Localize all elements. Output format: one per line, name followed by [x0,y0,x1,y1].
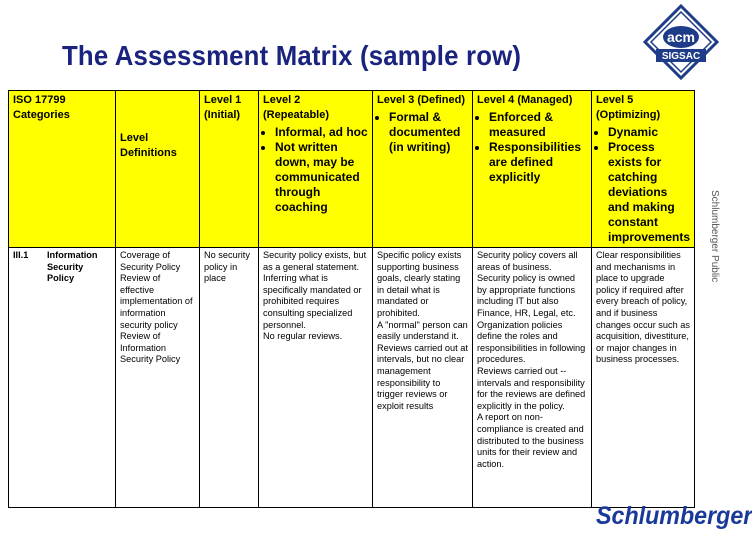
assessment-matrix [8,90,695,508]
level-text: Specific policy exists supporting business goals, clearly stating in detail what is mandated or prohibited. [377,250,462,318]
level-5-cell [592,248,695,508]
definition-item: Review of Information Security Policy [120,331,181,365]
classification-label: Schlumberger Public [709,190,720,283]
definitions-cell [116,248,200,508]
bullet-item: • Dynamic [608,125,690,140]
level-5-bullets [596,125,690,245]
slide-title: The Assessment Matrix (sample row) [62,40,522,71]
bullet-item: • Informal, ad hoc [275,125,368,140]
level-4-cell [473,248,592,508]
level-text: Security policy covers all areas of business. [477,250,578,272]
logo-sigsac-text: SIGSAC [661,51,701,62]
level-4-header [473,91,592,248]
level-5-label: Level 5 (Optimizing) [596,94,661,121]
level-1-cell [200,248,259,508]
level-3-label: Level 3 (Defined) [377,94,466,106]
table-row [9,248,695,508]
level-2-bullets [263,125,368,215]
level-text: No regular reviews. [263,331,343,342]
bullet-item: • Responsibilities are defined explicitly [489,140,587,185]
level-text: Inferring what is specifically mandated or prohibited requires consulting specialized personnel. [263,273,362,330]
level-2-cell [259,248,373,508]
bullet-item: • Process exists for catching deviations and making constant improvements [608,140,690,245]
level-1-header: Level 1 (Initial) [200,91,259,248]
level-text: Reviews carried out at intervals, but no clear management responsibility to trigger reviews or exploit results [377,342,468,411]
level-text: Reviews carried out -- intervals and responsibility for the reviews are defined explicitly in the policy. [477,365,586,411]
level-text: A report on non-compliance is created and distributed to the business units for their review and action. [477,412,584,469]
level-2-header [259,91,373,248]
category-code: III.1 [13,250,29,260]
level-2-label: Level 2 (Repeatable) [263,94,330,121]
category-cell [9,248,116,508]
logo-acm-text: acm [666,29,696,45]
level-3-header [373,91,473,248]
category-name: Information Security Policy [47,250,98,284]
acm-sigsac-logo [643,4,719,80]
bullet-item: • Not written down, may be communicated through coaching [275,140,368,215]
level-text: Security policy is owned by appropriate functions including IT but also Finance, HR, Legal, etc. [477,273,576,318]
level-definitions-cell [116,91,200,248]
level-text: Clear responsibilities and mechanisms in place to upgrade policy if required after every breach of policy, and if business changes occur such as acquisition, divestiture, or major changes in business processes. [596,250,690,365]
level-definitions-label: Level Definitions [120,132,177,159]
level-3-cell [373,248,473,508]
definition-item: Coverage of Security Policy [120,250,181,272]
level-3-bullets [377,110,468,155]
definition-item: Review of effective implementation of information security policy [120,273,193,330]
level-text: No security policy in place [204,250,250,284]
bullet-item: • Formal & documented (in writing) [389,110,468,155]
level-text: Security policy exists, but as a general statement. [263,250,367,272]
level-text: Organization policies define the roles and responsibilities in following procedures. [477,319,586,365]
schlumberger-logo: Schlumberger [596,502,752,530]
level-4-bullets [477,110,587,185]
level-text: A "normal" person can easily understand it. [377,319,468,342]
header-row [9,91,695,248]
level-4-label: Level 4 (Managed) [477,94,573,106]
level-5-header [592,91,695,248]
bullet-item: • Enforced & measured [489,110,587,140]
categories-header: ISO 17799 Categories [9,91,116,248]
